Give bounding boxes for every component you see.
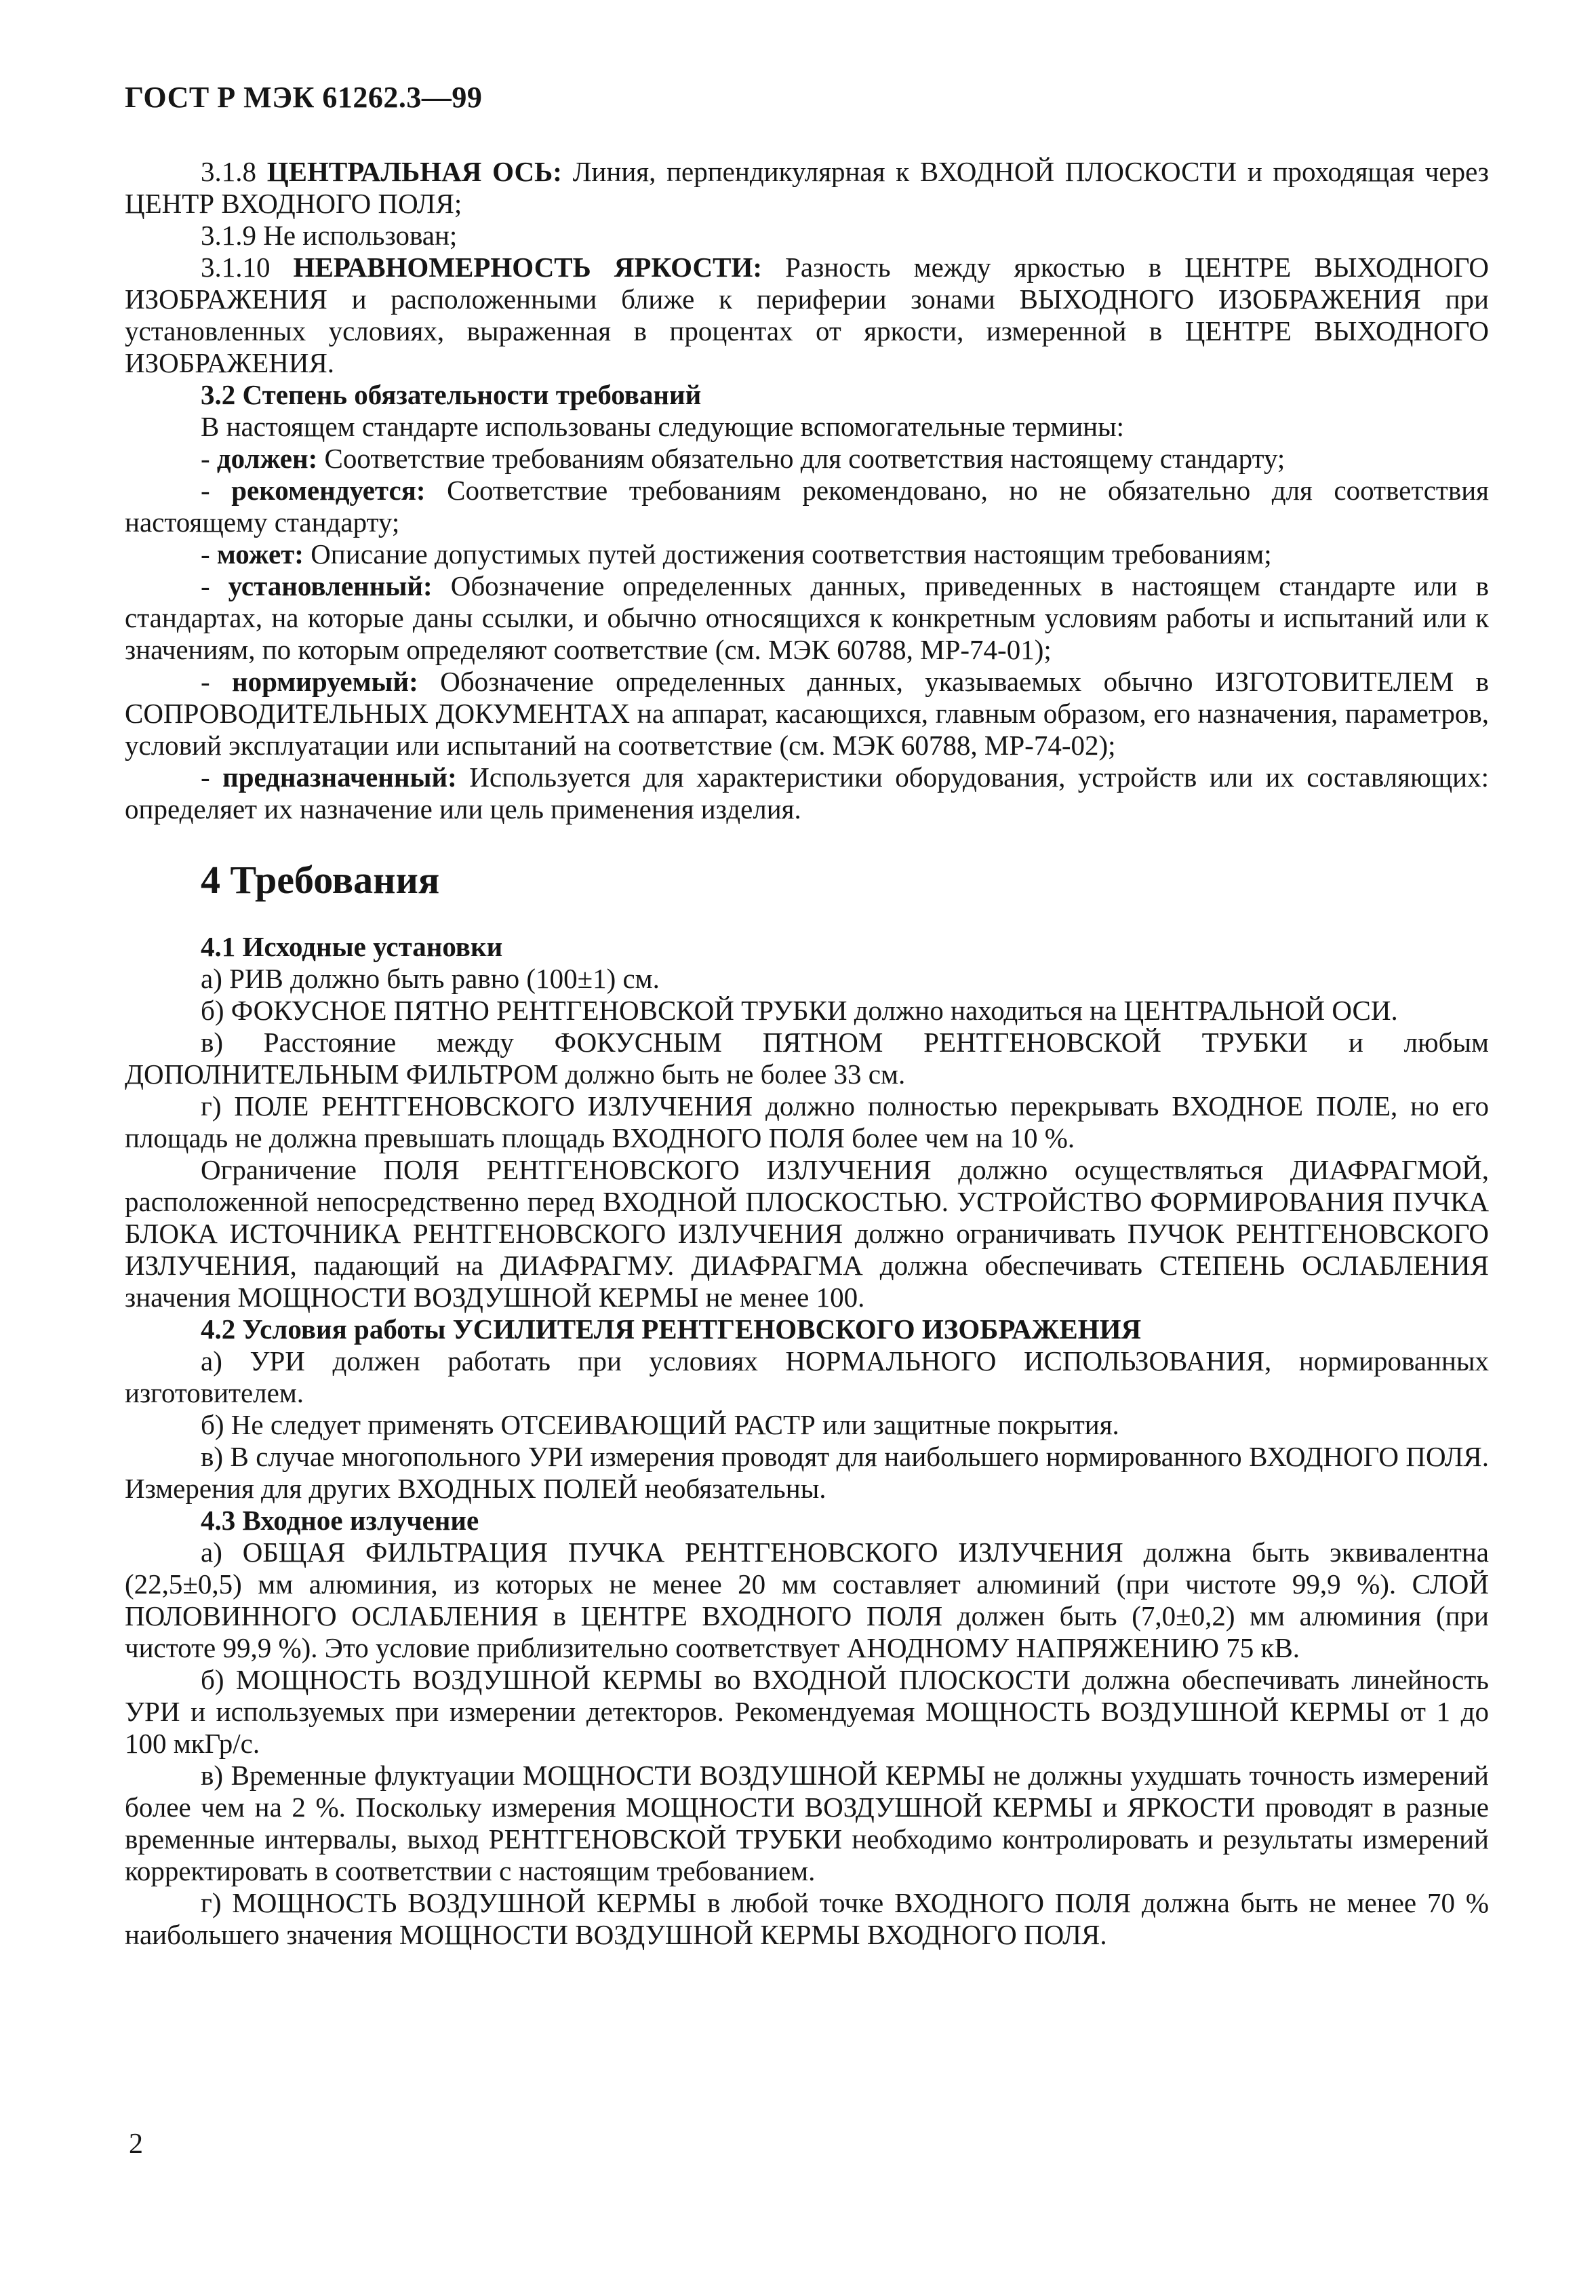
paragraph: в) Временные флуктуации МОЩНОСТИ ВОЗДУШНОЙ КЕРМЫ не должны ухудшать точность измерений более чем на 2 %. Поскольку измерения МОЩНОСТИ ВОЗДУШНОЙ КЕРМЫ и ЯРКОСТИ проводят в разные временные интервалы, выход РЕНТГЕНОВСКОЙ ТРУБКИ необходимо контролировать и результаты измерений корректировать в соответствии с настоящим требованием.	[125, 1760, 1489, 1886]
term-definition	[125, 570, 1489, 666]
paragraph: Ограничение ПОЛЯ РЕНТГЕНОВСКОГО ИЗЛУЧЕНИЯ должно осуществляться ДИАФРАГМОЙ, расположенной непосредственно перед ВХОДНОЙ ПЛОСКОСТЬЮ. УСТРОЙСТВО ФОРМИРОВАНИЯ ПУЧКА БЛОКА ИСТОЧНИКА РЕНТГЕНОВСКОГО ИЗЛУЧЕНИЯ должно ограничивать ПУЧОК РЕНТГЕНОВСКОГО ИЗЛУЧЕНИЯ, падающий на ДИАФРАГМУ. ДИАФРАГМА должна обеспечивать СТЕПЕНЬ ОСЛАБЛЕНИЯ значения МОЩНОСТИ ВОЗДУШНОЙ КЕРМЫ не менее 100.	[125, 1154, 1489, 1313]
term-definition	[125, 475, 1489, 538]
term-name: нормируемый:	[232, 666, 418, 697]
paragraph: б) МОЩНОСТЬ ВОЗДУШНОЙ КЕРМЫ во ВХОДНОЙ ПЛОСКОСТИ должна обеспечивать линейность УРИ и используемых при измерении детекторов. Рекомендуемая МОЩНОСТЬ ВОЗДУШНОЙ КЕРМЫ от 1 до 100 мкГр/с.	[125, 1664, 1489, 1759]
term-number: -	[201, 570, 228, 601]
paragraph: г) ПОЛЕ РЕНТГЕНОВСКОГО ИЗЛУЧЕНИЯ должно полностью перекрывать ВХОДНОЕ ПОЛЕ, но его площадь не должна превышать площадь ВХОДНОГО ПОЛЯ более чем на 10 %.	[125, 1090, 1489, 1153]
term-definition	[125, 761, 1489, 825]
paragraph: а) ОБЩАЯ ФИЛЬТРАЦИЯ ПУЧКА РЕНТГЕНОВСКОГО ИЗЛУЧЕНИЯ должна быть эквивалентна (22,5±0,5) мм алюминия, из которых не менее 20 мм составляет алюминий (при чистоте 99,9 %). СЛОЙ ПОЛОВИННОГО ОСЛАБЛЕНИЯ в ЦЕНТРЕ ВХОДНОГО ПОЛЯ должен быть (7,0±0,2) мм алюминия (при чистоте 99,9 %). Это условие приблизительно соответствует АНОДНОМУ НАПРЯЖЕНИЮ 75 кВ.	[125, 1537, 1489, 1663]
term-text: Обозначение определенных данных, приведенных в настоящем стандарте или в стандартах, на которые даны ссылки, и обычно относящихся к конкретным условиям работы и испытаний или к значениям, по которым определяют соответствие (см. МЭК 60788, МР-74-01);	[125, 570, 1489, 665]
term-definition	[125, 443, 1489, 475]
section-heading: 4 Требования	[201, 858, 440, 902]
term-text: Соответствие требованиям рекомендовано, но не обязательно для соответствия настоящему стандарту;	[125, 475, 1490, 538]
document-header: ГОСТ Р МЭК 61262.3—99	[125, 81, 483, 114]
term-number: -	[201, 666, 233, 697]
term-text: Линия, перпендикулярная к ВХОДНОЙ ПЛОСКОСТИ и проходящая через ЦЕНТР ВХОДНОГО ПОЛЯ;	[125, 156, 1489, 219]
term-text: Описание допустимых путей достижения соответствия настоящим требованиям;	[303, 538, 1272, 570]
document-body	[125, 156, 1489, 1951]
paragraph: г) МОЩНОСТЬ ВОЗДУШНОЙ КЕРМЫ в любой точке ВХОДНОГО ПОЛЯ должна быть не менее 70 % наибольшего значения МОЩНОСТИ ВОЗДУШНОЙ КЕРМЫ ВХОДНОГО ПОЛЯ.	[125, 1887, 1489, 1950]
term-name: установленный:	[228, 570, 433, 601]
term-name: НЕРАВНОМЕРНОСТЬ ЯРКОСТИ:	[293, 252, 763, 283]
term-name: предназначенный:	[222, 761, 457, 793]
subsection-heading: 4.3 Входное излучение	[201, 1505, 479, 1536]
term-definition	[125, 538, 1489, 570]
term-name: может:	[216, 538, 304, 570]
term-number: -	[201, 761, 223, 793]
term-definition	[125, 156, 1489, 220]
term-number: -	[201, 475, 232, 506]
paragraph: б) Не следует применять ОТСЕИВАЮЩИЙ РАСТР или защитные покрытия.	[201, 1409, 1119, 1440]
paragraph: а) РИВ должно быть равно (100±1) см.	[201, 963, 660, 994]
paragraph: в) В случае многопольного УРИ измерения проводят для наибольшего нормированного ВХОДНОГО ПОЛЯ. Измерения для других ВХОДНЫХ ПОЛЕЙ необязательны.	[125, 1441, 1489, 1504]
paragraph: В настоящем стандарте использованы следующие вспомогательные термины:	[201, 411, 1125, 442]
term-number: 3.1.10	[201, 252, 294, 283]
page-number: 2	[129, 2129, 143, 2160]
term-number: -	[201, 538, 217, 570]
paragraph: а) УРИ должен работать при условиях НОРМАЛЬНОГО ИСПОЛЬЗОВАНИЯ, нормированных изготовителем.	[125, 1345, 1489, 1408]
paragraph: в) Расстояние между ФОКУСНЫМ ПЯТНОМ РЕНТГЕНОВСКОЙ ТРУБКИ и любым ДОПОЛНИТЕЛЬНЫМ ФИЛЬТРОМ должно быть не более 33 см.	[125, 1027, 1489, 1090]
term-definition	[125, 666, 1489, 761]
subsection-heading: 4.1 Исходные установки	[201, 931, 503, 962]
term-text: Соответствие требованиям обязательно для соответствия настоящему стандарту;	[317, 443, 1285, 474]
term-name: должен:	[216, 443, 318, 474]
term-text: Разность между яркостью в ЦЕНТРЕ ВЫХОДНОГО ИЗОБРАЖЕНИЯ и расположенными ближе к периферии зонами ВЫХОДНОГО ИЗОБРАЖЕНИЯ при установленных условиях, выраженная в процентах от яркости, измеренной в ЦЕНТРЕ ВЫХОДНОГО ИЗОБРАЖЕНИЯ.	[125, 252, 1489, 378]
subsection-heading: 4.2 Условия работы УСИЛИТЕЛЯ РЕНТГЕНОВСКОГО ИЗОБРАЖЕНИЯ	[201, 1313, 1142, 1345]
term-name: рекомендуется:	[231, 475, 426, 506]
term-number: 3.1.8	[201, 156, 267, 187]
term-number: -	[201, 443, 217, 474]
term-text: Используется для характеристики оборудования, устройств или их составляющих: определяет их назначение или цель применения изделия.	[125, 761, 1490, 825]
paragraph: б) ФОКУСНОЕ ПЯТНО РЕНТГЕНОВСКОЙ ТРУБКИ должно находиться на ЦЕНТРАЛЬНОЙ ОСИ.	[201, 995, 1398, 1026]
paragraph: 3.1.9 Не использован;	[201, 220, 458, 251]
term-definition	[125, 252, 1489, 379]
subsection-heading: 3.2 Степень обязательности требований	[201, 379, 702, 410]
term-text: Обозначение определенных данных, указываемых обычно ИЗГОТОВИТЕЛЕМ в СОПРОВОДИТЕЛЬНЫХ ДОКУМЕНТАХ на аппарат, касающихся, главным образом, его назначения, параметров, условий эксплуатации или испытаний на соответствие (см. МЭК 60788, МР-74-02);	[125, 666, 1489, 761]
term-name: ЦЕНТРАЛЬНАЯ ОСЬ:	[266, 156, 562, 187]
